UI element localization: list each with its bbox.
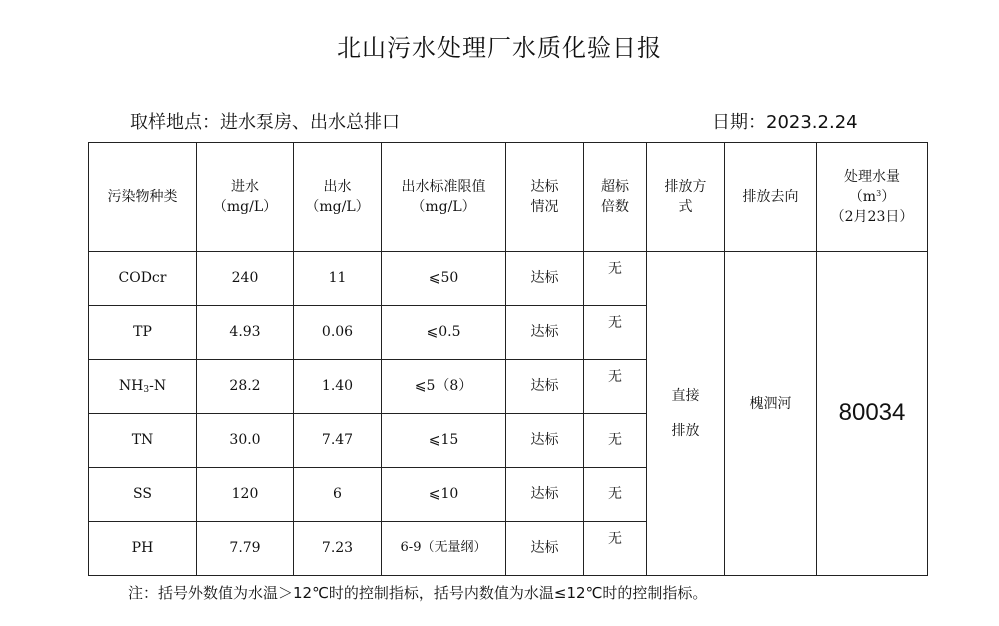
limit-cell: ⩽0.5 (382, 306, 506, 360)
effluent-cell: 7.47 (294, 414, 382, 468)
discharge-mode-cell: 直接 排放 (647, 252, 725, 576)
limit-cell: ⩽15 (382, 414, 506, 468)
header-discharge-mode: 排放方 式 (647, 143, 725, 252)
effluent-cell: 11 (294, 252, 382, 306)
limit-cell: ⩽10 (382, 468, 506, 522)
pollutant-cell: PH (89, 522, 197, 576)
limit-cell: 6-9（无量纲） (382, 522, 506, 576)
volume-cell: 80034 (817, 252, 928, 576)
influent-cell: 7.79 (197, 522, 294, 576)
effluent-cell: 1.40 (294, 360, 382, 414)
influent-cell: 4.93 (197, 306, 294, 360)
exceed-cell: 无 (584, 414, 647, 468)
header-pollutant: 污染物种类 (89, 143, 197, 252)
header-row (89, 143, 928, 252)
limit-cell: ⩽5（8） (382, 360, 506, 414)
pollutant-cell: SS (89, 468, 197, 522)
header-compliance: 达标 情况 (506, 143, 584, 252)
status-cell: 达标 (506, 360, 584, 414)
status-cell: 达标 (506, 522, 584, 576)
influent-cell: 120 (197, 468, 294, 522)
water-quality-table (88, 142, 928, 576)
effluent-cell: 7.23 (294, 522, 382, 576)
pollutant-cell: CODcr (89, 252, 197, 306)
exceed-cell: 无 (584, 522, 647, 576)
header-volume: 处理水量 $(m^3)$ （2月23日） (817, 143, 928, 252)
footnote: 注：括号外数值为水温＞12℃时的控制指标，括号内数值为水温≤12℃时的控制指标。 (128, 584, 708, 602)
pollutant-cell: TP (89, 306, 197, 360)
effluent-cell: 0.06 (294, 306, 382, 360)
table-row (89, 252, 928, 306)
exceed-cell: 无 (584, 468, 647, 522)
pollutant-cell: TN (89, 414, 197, 468)
influent-cell: 28.2 (197, 360, 294, 414)
report-date: 日期：2023.2.24 (712, 112, 858, 133)
status-cell: 达标 (506, 306, 584, 360)
influent-cell: 30.0 (197, 414, 294, 468)
influent-cell: 240 (197, 252, 294, 306)
exceed-cell: 无 (584, 360, 647, 414)
exceed-cell: 无 (584, 306, 647, 360)
limit-cell: ⩽50 (382, 252, 506, 306)
status-cell: 达标 (506, 252, 584, 306)
header-effluent: 出水 （mg/L） (294, 143, 382, 252)
header-destination: 排放去向 (725, 143, 817, 252)
report-title: 北山污水处理厂水质化验日报 (337, 34, 662, 62)
destination-cell: 槐泗河 (725, 252, 817, 576)
header-exceed-multiple: 超标 倍数 (584, 143, 647, 252)
sampling-location: 取样地点：进水泵房、出水总排口 (130, 112, 400, 133)
header-limit: 出水标准限值 （mg/L） (382, 143, 506, 252)
exceed-cell: 无 (584, 252, 647, 306)
effluent-cell: 6 (294, 468, 382, 522)
status-cell: 达标 (506, 414, 584, 468)
header-influent: 进水 （mg/L） (197, 143, 294, 252)
pollutant-cell: $NH_3-N$ (89, 360, 197, 414)
status-cell: 达标 (506, 468, 584, 522)
